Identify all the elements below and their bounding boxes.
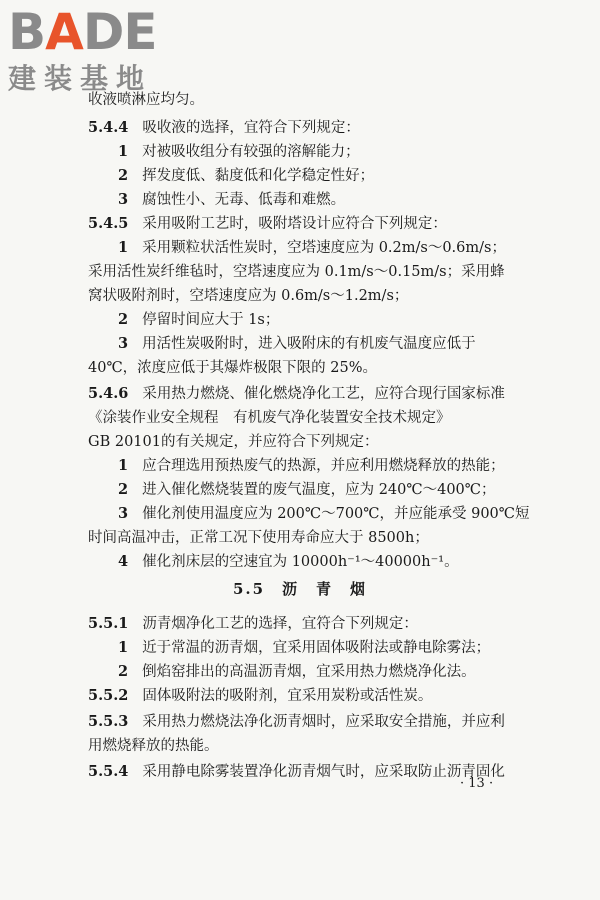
item-text: 进入催化燃烧装置的废气温度，应为 240℃～400℃； — [142, 482, 496, 498]
item-number: 3 — [118, 505, 129, 522]
item-text: 倒焰窑排出的高温沥青烟，宜采用热力燃烧净化法。 — [142, 664, 476, 680]
clause-5-4-6 — [88, 384, 505, 404]
item-text: 挥发度低、黏度低和化学稳定性好； — [142, 168, 375, 184]
item-text: 采用颗粒状活性炭时，空塔速度应为 0.2m/s～0.6m/s； — [142, 240, 506, 256]
item-number: 2 — [118, 481, 129, 498]
clause-5-4-4 — [88, 118, 360, 138]
paragraph-line: 窝状吸附剂时，空塔速度应为 0.6m/s～1.2m/s； — [88, 288, 409, 304]
clause-5-5-1 — [88, 614, 418, 634]
list-item — [118, 238, 506, 258]
clause-text: 采用热力燃烧法净化沥青烟时，应采取安全措施，并应利 — [142, 714, 505, 730]
list-item — [118, 142, 360, 162]
item-number: 3 — [118, 191, 129, 208]
paragraph-line: 采用活性炭纤维毡时，空塔速度应为 0.1m/s～0.15m/s；采用蜂 — [88, 264, 505, 280]
paragraph-line: 收液喷淋应均匀。 — [88, 92, 204, 108]
item-text: 催化剂床层的空速宜为 10000h⁻¹～40000h⁻¹。 — [142, 554, 459, 570]
item-number: 1 — [118, 239, 129, 256]
clause-text: 沥青烟净化工艺的选择，宜符合下列规定： — [142, 616, 418, 632]
clause-5-5-4 — [88, 762, 505, 782]
list-item — [118, 190, 345, 210]
paragraph-line: 40℃，浓度应低于其爆炸极限下限的 25%。 — [88, 360, 378, 376]
item-number: 2 — [118, 663, 129, 680]
list-item — [118, 662, 476, 682]
item-text: 催化剂使用温度应为 200℃～700℃，并应能承受 900℃短 — [142, 506, 530, 522]
clause-text: 采用热力燃烧、催化燃烧净化工艺，应符合现行国家标准 — [142, 386, 505, 402]
item-text: 近于常温的沥青烟，宜采用固体吸附法或静电除雾法； — [142, 640, 491, 656]
item-text: 对被吸收组分有较强的溶解能力； — [142, 144, 360, 160]
clause-text: 采用吸附工艺时，吸附塔设计应符合下列规定： — [142, 216, 447, 232]
list-item — [118, 552, 459, 572]
item-number: 1 — [118, 143, 129, 160]
brand-logo — [8, 3, 178, 96]
list-item — [118, 334, 476, 354]
item-text: 用活性炭吸附时，进入吸附床的有机废气温度应低于 — [142, 336, 476, 352]
clause-text: 采用静电除雾装置净化沥青烟气时，应采取防止沥青固化 — [142, 764, 505, 780]
item-text: 停留时间应大于 1s； — [142, 312, 280, 328]
clause-number: 5.4.6 — [88, 385, 129, 402]
clause-number: 5.5.1 — [88, 615, 129, 632]
logo-wordmark: BADE — [8, 3, 157, 61]
item-text: 应合理选用预热废气的热源，并应利用燃烧释放的热能； — [142, 458, 505, 474]
list-item — [118, 456, 505, 476]
paragraph-line: 时间高温冲击，正常工况下使用寿命应大于 8500h； — [88, 530, 429, 546]
list-item — [118, 480, 496, 500]
clause-number: 5.5.3 — [88, 713, 129, 730]
item-number: 2 — [118, 311, 129, 328]
section-heading: 5.5 沥 青 烟 — [232, 580, 368, 598]
clause-5-4-5 — [88, 214, 447, 234]
item-number: 3 — [118, 335, 129, 352]
paragraph-line: 用燃烧释放的热能。 — [88, 738, 219, 754]
item-number: 4 — [118, 553, 129, 570]
list-item — [118, 504, 530, 524]
list-item — [118, 638, 490, 658]
clause-number: 5.5.4 — [88, 763, 129, 780]
clause-text: 吸收液的选择，宜符合下列规定： — [142, 120, 360, 136]
clause-text: 固体吸附法的吸附剂，宜采用炭粉或活性炭。 — [142, 688, 433, 704]
item-number: 1 — [118, 639, 129, 656]
list-item — [118, 166, 374, 186]
clause-number: 5.4.5 — [88, 215, 129, 232]
logo-subtitle: 建装基地 — [8, 62, 153, 95]
page-number: · 13 · — [460, 776, 494, 791]
item-number: 1 — [118, 457, 129, 474]
paragraph-line: GB 20101的有关规定，并应符合下列规定： — [88, 434, 379, 450]
list-item — [118, 310, 279, 330]
clause-number: 5.5.2 — [88, 687, 129, 704]
clause-number: 5.4.4 — [88, 119, 129, 136]
item-number: 2 — [118, 167, 129, 184]
clause-5-5-3 — [88, 712, 505, 732]
paragraph-line: 《涂装作业安全规程 有机废气净化装置安全技术规定》 — [88, 410, 451, 426]
clause-5-5-2 — [88, 686, 432, 706]
item-text: 腐蚀性小、无毒、低毒和难燃。 — [142, 192, 346, 208]
